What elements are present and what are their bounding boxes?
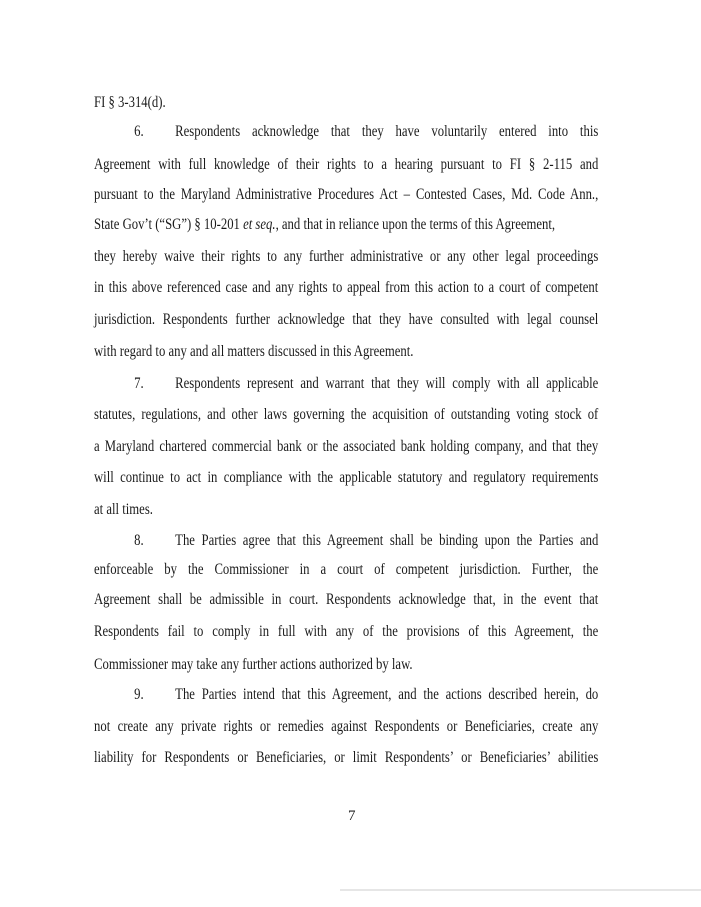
text-line: Agreement with full knowledge of their rights to a hearing pursuant to FI § 2-115 and	[94, 156, 599, 173]
page-number: 7	[348, 808, 356, 824]
text-line: a Maryland chartered commercial bank or the associated bank holding company, and that they	[94, 438, 599, 455]
text-line: jurisdiction. Respondents further acknowledge that they have consulted with legal counsel	[94, 311, 599, 328]
text-line: in this above referenced case and any rights to appeal from this action to a court of competent	[94, 279, 599, 296]
text-line: Respondents acknowledge that they have voluntarily entered into this	[175, 123, 599, 140]
text-line: liability for Respondents or Beneficiaries, or limit Respondents’ or Beneficiaries’ abilities	[94, 749, 599, 766]
text-line: The Parties agree that this Agreement shall be binding upon the Parties and	[175, 532, 599, 549]
text-line: enforceable by the Commissioner in a court of competent jurisdiction. Further, the	[94, 561, 599, 578]
text-segment: State Gov’t (“SG”) § 10-201	[94, 216, 240, 233]
text-line: at all times.	[94, 501, 153, 518]
text-line: Respondents represent and warrant that they will comply with all applicable	[175, 375, 599, 392]
text-line: not create any private rights or remedies against Respondents or Beneficiaries, create any	[94, 718, 599, 735]
text-line: will continue to act in compliance with the applicable statutory and regulatory requirements	[94, 469, 599, 486]
paragraph-7-first-line	[94, 374, 598, 394]
text-line: Agreement shall be admissible in court. Respondents acknowledge that, in the event that	[94, 591, 599, 608]
paragraph-6-first-line	[94, 122, 598, 142]
paragraph-9-first-line	[94, 685, 598, 705]
text-line: The Parties intend that this Agreement, and the actions described herein, do	[175, 686, 599, 703]
text-line: pursuant to the Maryland Administrative Procedures Act – Contested Cases, Md. Code Ann.,	[94, 186, 599, 203]
text-line: they hereby waive their rights to any further administrative or any other legal proceedings	[94, 248, 599, 265]
text-line: with regard to any and all matters discussed in this Agreement.	[94, 343, 414, 360]
text-line	[94, 215, 598, 235]
italic-text: et seq.	[243, 216, 276, 233]
text-line: Commissioner may take any further actions authorized by law.	[94, 656, 413, 673]
text-line: FI § 3-314(d).	[94, 94, 166, 111]
paragraph-number: 7.	[134, 375, 144, 392]
paragraph-8-first-line	[94, 531, 598, 551]
paragraph-number: 9.	[134, 686, 144, 703]
text-line: statutes, regulations, and other laws governing the acquisition of outstanding voting stock of	[94, 406, 599, 423]
paragraph-number: 8.	[134, 532, 144, 549]
text-line: Respondents fail to comply in full with any of the provisions of this Agreement, the	[94, 623, 599, 640]
scan-artifact-line	[340, 889, 701, 891]
text-segment: , and that in reliance upon the terms of this Agreement,	[275, 216, 556, 233]
paragraph-number: 6.	[134, 123, 144, 140]
